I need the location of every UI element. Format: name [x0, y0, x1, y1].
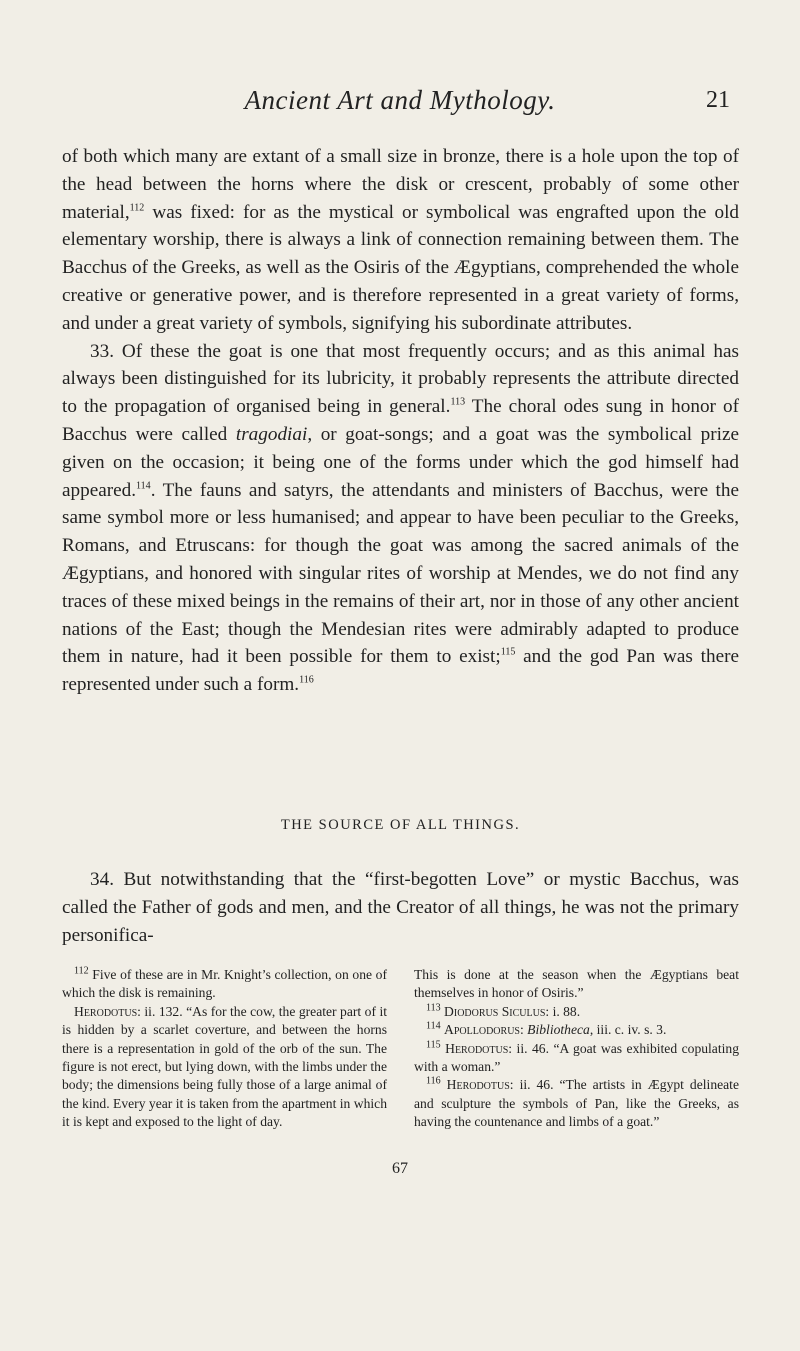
footnote-number: 113	[426, 1002, 441, 1014]
footnote-ref-113: 113	[450, 396, 466, 408]
footnote-ref-115: 115	[500, 646, 516, 658]
text-run: , or goat-songs; and a goat was the symbolical prize given on the occasion; it being one of the forms under which the god himself had appeared.	[62, 423, 739, 501]
footnote-text: : ii. 132. “As for the cow, the greater part of it is hidden by a scarlet coverture, and between the horns there is a representation in gold of the orb of the sun. The figure is not erect, but lying down, with the limbs under the body; the dimensions being fully those of a large animal of the kind. Every year it is taken from the apartment in which it is kept and exposed to the light of day.	[62, 1003, 387, 1130]
author-name: Diodorus Siculus	[444, 1003, 546, 1019]
footnote-text: , iii. c. iv. s. 3.	[589, 1022, 667, 1038]
footnote-ref-114: 114	[136, 480, 151, 492]
running-head-title: Ancient Art and Mythology.	[244, 85, 556, 115]
paragraph-32-continuation	[62, 143, 739, 338]
footnote-112-quote	[62, 1003, 387, 1132]
footnote-number: 115	[426, 1039, 441, 1051]
text-run: of both which many are extant of a small size in bronze, there is a hole upon the top of the head between the horns where the disk or crescent, probably of some other material,	[62, 146, 739, 223]
italic-term: tragodiai	[235, 423, 308, 445]
text-run: and the god Pan was there represented under such a form.	[62, 646, 739, 696]
footnote-text: Five of these are in Mr. Knight’s collection, on one of which the disk is remaining.	[62, 967, 387, 1001]
footnote-114: $^{114}$ Apollodorus: Bibliotheca, iii. c. iv. s. 3.	[426, 1020, 667, 1038]
footnote-column-left	[62, 966, 387, 1132]
main-text	[62, 143, 739, 699]
footnote-text: : ii. 46. “The artists in Ægypt delineate and sculpture the symbols of Pan, like the Greeks, as having the countenance and limbs of a goat.”	[414, 1077, 739, 1130]
footnote-number: 112	[74, 965, 89, 977]
footnote-112	[62, 966, 387, 1003]
footnote-112-continuation: This is done at the season when the Ægyptians beat themselves in honor of Osiris.”	[414, 967, 739, 1001]
author-name: Apollodorus	[444, 1022, 520, 1038]
footnote-113	[414, 1003, 739, 1021]
paragraph-34	[62, 866, 739, 949]
footnote-text: : ii. 46. “A goat was exhibited copulating with a woman.”	[414, 1040, 739, 1075]
author-name: Herodotus	[446, 1077, 510, 1093]
section-heading: THE SOURCE OF ALL THINGS.	[280, 817, 521, 833]
footnote-ref-116: 116	[299, 674, 314, 686]
footnote-column-right	[414, 966, 739, 1132]
footnote-ref-112: 112	[129, 202, 145, 214]
paragraph-34-text: 34. But notwithstanding that the “first-begotten Love” or mystic Bacchus, was called the Father of gods and men, and the Creator of all things, he was not the primary personifica-	[62, 869, 739, 946]
author-name: Herodotus	[74, 1003, 138, 1019]
text-run: The choral odes sung in honor of Bacchus were called	[62, 396, 739, 445]
author-name: Herodotus	[445, 1040, 509, 1056]
footnote-text: : i. 88.	[545, 1003, 581, 1019]
page-number: 21	[706, 87, 730, 113]
text-run: 33. Of these the goat is one that most frequently occurs; and as this animal has always been distinguished for its lubricity, it probably represents the attribute directed to the propagation of organised being in general.	[62, 340, 739, 418]
text-run: was fixed: for as the mystical or symbolical was engrafted upon the old elementary worship, there is always a link of connection remaining between them. The Bacchus of the Greeks, as well as the Osiris of the Ægyptians, comprehended the whole creative or generative power, and is therefore represented in a great variety of forms, and under a great variety of symbols, signifying his subordinate attributes.	[62, 201, 739, 334]
paragraph-33	[62, 338, 739, 699]
running-head	[0, 85, 800, 125]
footnote-115	[414, 1040, 739, 1077]
folio-number: 67	[392, 1160, 408, 1177]
footnote-number: 116	[426, 1075, 441, 1087]
footnote-number: 114	[426, 1020, 441, 1032]
text-run: . The fauns and satyrs, the attendants and ministers of Bacchus, were the same symbol more or less humanised; and appear to have been peculiar to the Greeks, Romans, and Etruscans: for though the goat was among the sacred animals of the Ægyptians, and honored with singular rites of worship at Mendes, we do not find any traces of these mixed beings in the remains of their art, nor in those of any other ancient nations of the East; though the Mendesian rites were admirably adapted to produce them in nature, had it been possible for them to exist;	[62, 479, 739, 668]
italic-title: Bibliotheca	[527, 1022, 590, 1038]
footnotes	[62, 966, 739, 1132]
footnote-116	[414, 1076, 739, 1131]
